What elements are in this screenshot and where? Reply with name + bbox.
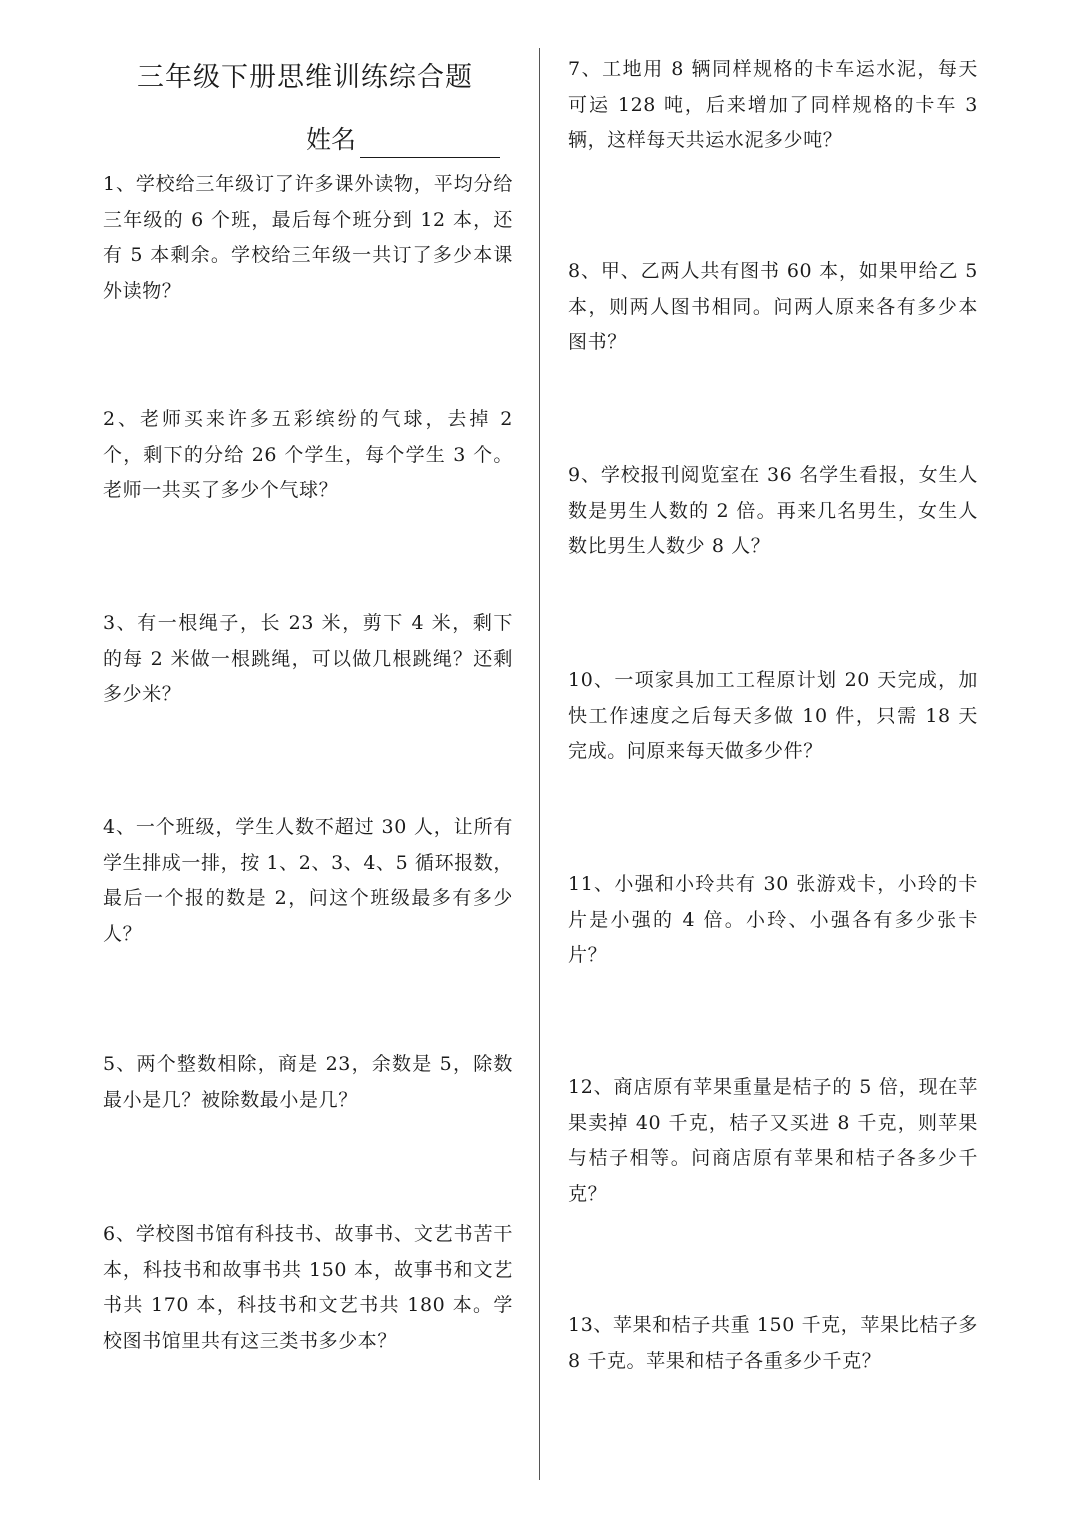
question-8: 8、甲、乙两人共有图书 60 本，如果甲给乙 5 本，则两人图书相同。问两人原来各有多少本图书？: [568, 260, 978, 353]
question-7: 7、工地用 8 辆同样规格的卡车运水泥，每天可运 128 吨，后来增加了同样规格的卡车 3 辆，这样每天共运水泥多少吨？: [568, 58, 978, 151]
name-label: 姓名: [306, 125, 357, 154]
question-10: 10、一项家具加工工程原计划 20 天完成，加快工作速度之后每天多做 10 件，只需 18 天完成。问原来每天做多少件？: [568, 669, 978, 762]
question-12: 12、商店原有苹果重量是桔子的 5 倍，现在苹果卖掉 40 千克，桔子又买进 8 千克，则苹果与桔子相等。问商店原有苹果和桔子各多少千克？: [568, 1076, 978, 1205]
question-11: 11、小强和小玲共有 30 张游戏卡，小玲的卡片是小强的 4 倍。小玲、小强各有多少张卡片？: [568, 873, 978, 966]
question-9: 9、学校报刊阅览室在 36 名学生看报，女生人数是男生人数的 2 倍。再来几名男生，女生人数比男生人数少 8 人？: [568, 464, 978, 557]
name-field: [306, 118, 500, 158]
column-divider: [539, 48, 540, 1480]
question-13: 13、苹果和桔子共重 150 千克，苹果比桔子多 8 千克。苹果和桔子各重多少千克？: [568, 1314, 978, 1372]
question-4: 4、一个班级，学生人数不超过 30 人，让所有学生排成一排，按 1、2、3、4、5 循环报数，最后一个报的数是 2，问这个班级最多有多少人？: [103, 816, 513, 945]
question-5: 5、两个整数相除，商是 23，余数是 5，除数最小是几？被除数最小是几？: [103, 1053, 513, 1111]
name-blank-line: [360, 127, 500, 158]
question-2: 2、老师买来许多五彩缤纷的气球，去掉 2 个，剩下的分给 26 个学生，每个学生 3 个。老师一共买了多少个气球？: [103, 408, 513, 501]
question-6: 6、学校图书馆有科技书、故事书、文艺书苦干本，科技书和故事书共 150 本，故事书和文艺书共 170 本，科技书和文艺书共 180 本。学校图书馆里共有这三类书多少本？: [103, 1223, 513, 1352]
worksheet-title: 三年级下册思维训练综合题: [137, 62, 473, 93]
question-1: 1、学校给三年级订了许多课外读物，平均分给三年级的 6 个班，最后每个班分到 12 本，还有 5 本剩余。学校给三年级一共订了多少本课外读物？: [103, 173, 513, 302]
question-3: 3、有一根绳子，长 23 米，剪下 4 米，剩下的每 2 米做一根跳绳，可以做几根跳绳？还剩多少米？: [103, 612, 513, 705]
